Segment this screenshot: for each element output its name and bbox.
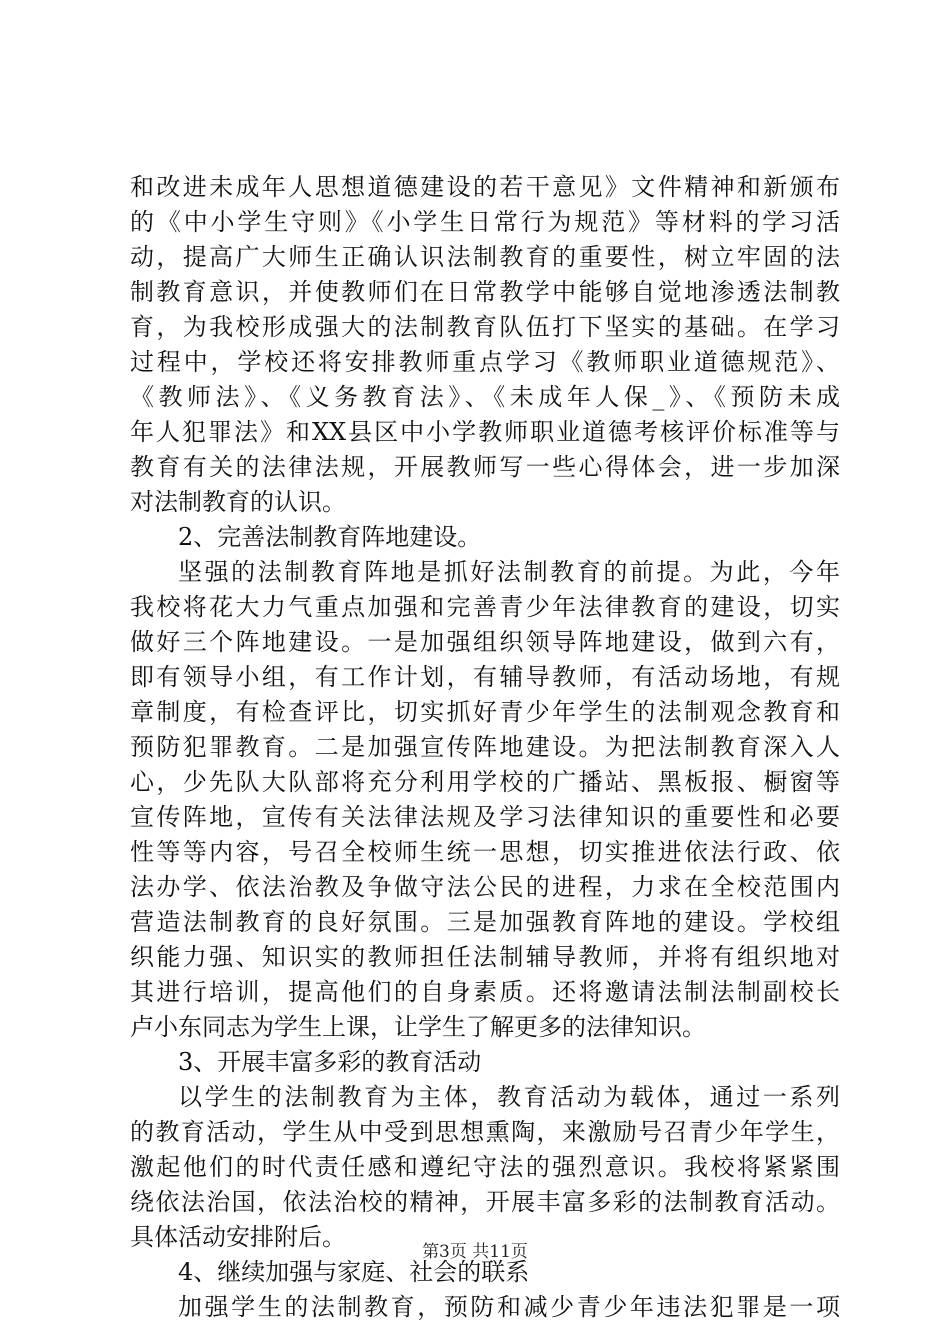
text-line: 对法制教育的认识。: [130, 488, 346, 516]
text-line: 《教师法》、《义务教育法》、《未成年人保_》、《预防未成: [130, 383, 840, 411]
text-line: 以学生的法制教育为主体，教育活动为载体，通过一系列: [178, 1083, 840, 1111]
text-line: 坚强的法制教育阵地是抓好法制教育的前提。为此，今年: [178, 558, 840, 586]
text-line: 制教育意识，并使教师们在日常教学中能够自觉地渗透法制教: [130, 278, 840, 306]
text-line: 的《中小学生守则》《小学生日常行为规范》等材料的学习活: [130, 208, 840, 236]
text-line: 过程中，学校还将安排教师重点学习《教师职业道德规范》、: [130, 348, 840, 376]
text-line: 和改进未成年人思想道德建设的若干意见》文件精神和新颁布: [130, 173, 840, 201]
page-number: 第3页 共11页: [422, 1242, 528, 1262]
text-line: 法办学、依法治教及争做守法公民的进程，力求在全校范围内: [130, 873, 840, 901]
text-line: 做好三个阵地建设。一是加强组织领导阵地建设，做到六有，: [130, 628, 840, 656]
text-line: 营造法制教育的良好氛围。三是加强教育阵地的建设。学校组: [130, 908, 840, 936]
text-line: 激起他们的时代责任感和遵纪守法的强烈意识。我校将紧紧围: [130, 1153, 840, 1181]
text-line: 动，提高广大师生正确认识法制教育的重要性，树立牢固的法: [130, 243, 840, 271]
text-line: 织能力强、知识实的教师担任法制辅导教师，并将有组织地对: [130, 943, 840, 971]
text-line: 育，为我校形成强大的法制教育队伍打下坚实的基础。在学习: [130, 313, 840, 341]
text-line: 具体活动安排附后。: [130, 1223, 346, 1251]
text-line: 年人犯罪法》和XX县区中小学教师职业道德考核评价标准等与: [130, 418, 840, 446]
section-heading: 2、完善法制教育阵地建设。: [178, 523, 482, 551]
text-line: 加强学生的法制教育，预防和减少青少年违法犯罪是一项: [178, 1293, 840, 1321]
text-line: 预防犯罪教育。二是加强宣传阵地建设。为把法制教育深入人: [130, 733, 840, 761]
text-line: 的教育活动，学生从中受到思想熏陶，来激励号召青少年学生，: [130, 1118, 840, 1146]
text-line: 其进行培训，提高他们的自身素质。还将邀请法制法制副校长: [130, 978, 840, 1006]
text-line: 卢小东同志为学生上课，让学生了解更多的法律知识。: [130, 1013, 706, 1041]
text-line: 性等等内容，号召全校师生统一思想，切实推进依法行政、依: [130, 838, 840, 866]
text-line: 绕依法治国，依法治校的精神，开展丰富多彩的法制教育活动。: [130, 1188, 840, 1216]
text-line: 心，少先队大队部将充分利用学校的广播站、黑板报、橱窗等: [130, 768, 840, 796]
section-heading: 3、开展丰富多彩的教育活动: [178, 1048, 482, 1076]
text-line: 宣传阵地，宣传有关法律法规及学习法律知识的重要性和必要: [130, 803, 840, 831]
text-line: 即有领导小组，有工作计划，有辅导教师，有活动场地，有规: [130, 663, 840, 691]
text-line: 章制度，有检查评比，切实抓好青少年学生的法制观念教育和: [130, 698, 840, 726]
document-body: [130, 170, 840, 1325]
text-line: 教育有关的法律法规，开展教师写一些心得体会，进一步加深: [130, 453, 840, 481]
section-heading: 4、继续加强与家庭、社会的联系: [178, 1258, 530, 1286]
text-line: 我校将花大力气重点加强和完善青少年法律教育的建设，切实: [130, 593, 840, 621]
